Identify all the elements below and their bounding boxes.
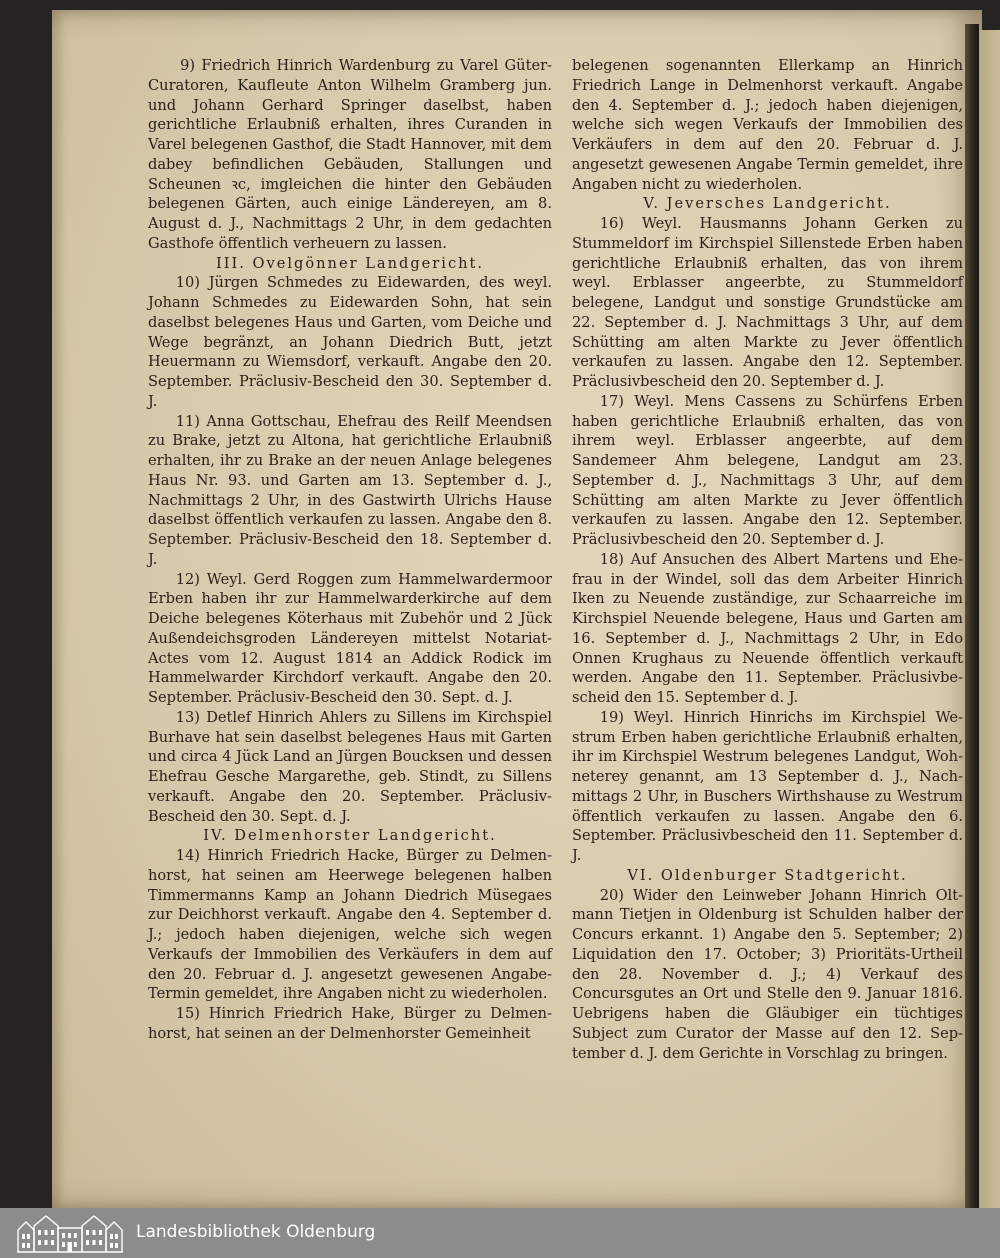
left-text-column xyxy=(148,56,552,1044)
notice-16: 16) Weyl. Hausmanns Johann Gerken zu Stummeldorf im Kirchspiel Sillenstede Erben haben gerichtliche Erlaubniß erhalten, das von ihrem weyl. Erblasser angeerbte, zu Stummeldorf belegene, Landgut und sonstige Grundstücke am 22. September d. J. Nachmittags 3 Uhr, auf dem Schütting am alten Markte zu Jever öffentlich verkaufen zu lassen. Angabe den 12. September. Präclusivbescheid den 20. September d. J. xyxy=(572,215,963,390)
notice-9: 9) Friedrich Hinrich Wardenburg zu Varel Güter-Curatoren, Kaufleute Anton Wilhelm Gramberg jun. und Johann Gerhard Springer daselbst, haben gerichtliche Erlaubniß erhalten, ihres Curanden in Varel belegenen Gasthof, die Stadt Hannover, mit dem dabey befindlichen Gebäuden, Stallungen und Scheunen ꝛc, imgleichen die hinter den Gebäuden belegenen Gärten, auch einige Ländereyen, am 8. August d. J., Nachmittags 2 Uhr, in dem gedachten Gasthofe öffentlich verheuern zu lassen. xyxy=(148,57,552,252)
notice-13: 13) Detlef Hinrich Ahlers zu Sillens im Kirchspiel Burhave hat sein daselbst belegenes Haus mit Garten und circa 4 Jück Land an Jürgen Boucksen und dessen Ehefrau Gesche Margarethe, geb. Stindt, zu Sillens verkauft. Angabe den 20. September. Präclusiv-Bescheid den 30. Sept. d. J. xyxy=(148,708,552,825)
notice-14: 14) Hinrich Friedrich Hacke, Bürger zu Delmenhorst, hat seinen am Heerwege belegenen halben Timmermanns Kamp an Johann Diedrich Müsegaes zur Deichhorst verkauft. Angabe den 4. September d. J.; jedoch haben diejenigen, welche sich wegen Verkaufs der Immobilien des Verkäufers in dem auf den 20. Februar d. J. angesetzt gewesenen Angabe-Termin gemeldet, ihre Angaben nicht zu wiederholen. xyxy=(148,847,552,1003)
library-name[interactable]: Landesbibliothek Oldenburg xyxy=(136,1222,376,1242)
notice-19: 19) Weyl. Hinrich Hinrichs im Kirchspiel Westrum Erben haben gerichtliche Erlaubniß erhalten, ihr im Kirchspiel Westrum belegenes Landgut, Wohneterey genannt, am 13 September d. J., Nachmittags 2 Uhr, in Buschers Wirthshause zu Westrum öffentlich verkaufen zu lassen. Angabe den 6. September. Präclusivbescheid den 11. September d. J. xyxy=(572,708,963,864)
notice-12: 12) Weyl. Gerd Roggen zum Hammelwardermoor Erben haben ihr zur Hammelwarderkirche auf dem Deiche belegenes Köterhaus mit Zubehör und 2 Jück Außendeichsgroden Ländereyen mittelst Notariat-Actes vom 12. August 1814 an Addick Rodick im Hammelwarder Kirchdorf verkauft. Angabe den 20. September. Präclusiv-Bescheid den 30. Sept. d. J. xyxy=(148,570,552,706)
notice-17: 17) Weyl. Mens Cassens zu Schürfens Erben haben gerichtliche Erlaubniß erhalten, das von ihrem weyl. Erblasser angeerbte, auf dem Sandemeer Ahm belegene, Landgut am 23. September d. J., Nachmittags 3 Uhr, auf dem Schütting am alten Markte zu Jever öffentlich verkaufen zu lassen. Angabe den 12. September. Präclusivbescheid den 20. September d. J. xyxy=(572,392,963,548)
section-heading-jever: V. Jeversches Landgericht. xyxy=(643,195,892,213)
section-heading-ovelgoenne: III. Ovelgönner Landgericht. xyxy=(215,254,485,272)
library-footer-bar xyxy=(0,1208,1000,1258)
section-heading-delmenhorst: IV. Delmenhorster Landgericht. xyxy=(203,827,497,845)
notice-20: 20) Wider den Leinweber Johann Hinrich Oltmann Tietjen in Oldenburg ist Schulden halber der Concurs erkannt. 1) Angabe den 5. September; 2) Liquidation den 17. October; 3) Prioritäts-Urtheil den 28. November d. J.; 4) Verkauf des Concursgutes an Ort und Stelle den 9. Januar 1816. Uebrigens haben die Gläubiger ein tüchtiges Subject zum Curator der Masse auf den 12. September d. J. dem Gerichte in Vorschlag zu bringen. xyxy=(572,886,963,1062)
right-text-column xyxy=(572,56,963,1063)
book-gutter xyxy=(965,24,979,1208)
library-building-icon xyxy=(16,1212,124,1254)
facing-page-edge xyxy=(979,30,1000,1208)
notice-10: 10) Jürgen Schmedes zu Eidewarden, des weyl. Johann Schmedes zu Eidewarden Sohn, hat sein daselbst belegenes Haus und Garten, vom Deiche und Wege begränzt, an Johann Diedrich Butt, jetzt Heuermann zu Wiemsdorf, verkauft. Angabe den 20. September. Präclusiv-Bescheid den 30. September d. J. xyxy=(148,274,552,410)
section-heading-oldenburg: VI. Oldenburger Stadtgericht. xyxy=(627,866,908,884)
notice-15-continued: belegenen sogenannten Ellerkamp an Hinrich Friedrich Lange in Delmenhorst verkauft. Angabe den 4. September d. J.; jedoch haben diejenigen, welche sich wegen Verkaufs der Immobilien des Verkäufers in dem auf den 20. Februar d. J. angesetzt gewesenen Angabe Termin gemeldet, ihre Angaben nicht zu wiederholen. xyxy=(572,57,963,193)
notice-18: 18) Auf Ansuchen des Albert Martens und Ehefrau in der Windel, soll das dem Arbeiter Hinrich Iken zu Neuende zuständige, zur Schaarreiche im Kirchspiel Neuende belegene, Haus und Garten am 16. September d. J., Nachmittags 2 Uhr, in Edo Onnen Krughaus zu Neuende öffentlich verkauft werden. Angabe den 11. September. Präclusivbescheid den 15. September d. J. xyxy=(572,550,963,706)
notice-15: 15) Hinrich Friedrich Hake, Bürger zu Delmenhorst, hat seinen an der Delmenhorster Gemeinheit xyxy=(148,1005,552,1042)
notice-11: 11) Anna Gottschau, Ehefrau des Reilf Meendsen zu Brake, jetzt zu Altona, hat gerichtliche Erlaubniß erhalten, ihr zu Brake an der neuen Anlage belegenes Haus Nr. 93. und Garten am 13. September d. J., Nachmittags 2 Uhr, in des Gastwirth Ulrichs Hause daselbst öffentlich verkaufen zu lassen. Angabe den 8. September. Präclusiv-Bescheid den 18. September d. J. xyxy=(148,412,552,568)
